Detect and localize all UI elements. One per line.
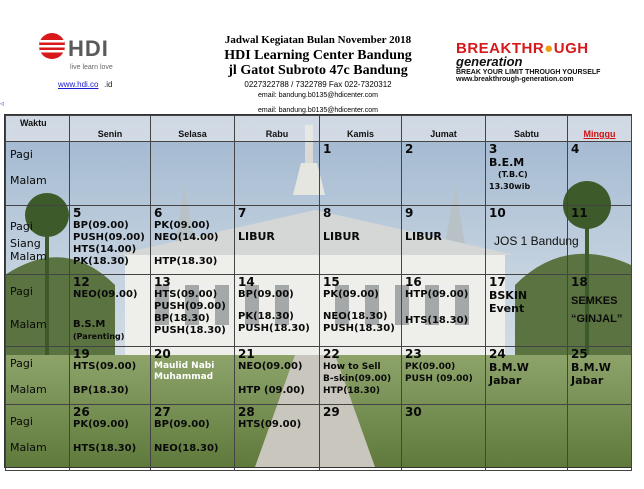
event-label: NEO(09.00) [73, 289, 138, 300]
event-label: PK(09.00) [323, 289, 379, 300]
event-label: HTS(09.00) [238, 419, 302, 430]
event-label: B.S.M [73, 319, 106, 330]
day-cell [70, 275, 151, 347]
day-number: 20 [154, 347, 171, 361]
center-name: HDI Learning Center Bandung [224, 48, 412, 63]
event-label: BP(09.00) [154, 419, 210, 430]
event-label: PK(09.00) [73, 419, 129, 430]
event-label: NEO(09.00) [238, 361, 303, 372]
phone-fax: 0227322788 / 7322789 Fax 022-7320312 [244, 80, 392, 89]
bt-title-end: UGH [553, 40, 589, 57]
col-header-sabtu: Sabtu [486, 116, 568, 142]
event-label: PUSH(09.00) [154, 301, 226, 312]
day-cell [70, 142, 151, 206]
day-number: 1 [323, 142, 332, 156]
day-cell [320, 347, 402, 405]
day-number: 23 [405, 347, 422, 361]
anchor-marker-icon: ◃ [0, 99, 5, 108]
event-label: LIBUR [323, 230, 360, 243]
day-number: 30 [405, 405, 422, 419]
event-label: HTP(18.30) [154, 256, 218, 267]
event-label: BP(18.30) [73, 385, 129, 396]
col-header-jumat: Jumat [402, 116, 486, 142]
time-label [10, 298, 69, 318]
day-number: 9 [405, 206, 414, 220]
event-label: PK(18.30) [73, 256, 129, 267]
day-cell [151, 347, 235, 405]
time-label: Pagi [10, 415, 33, 428]
breakthrough-logo [456, 40, 616, 83]
col-header-minggu: Minggu [568, 116, 632, 142]
week-row-4 [6, 347, 632, 405]
event-label: PUSH(09.00) [73, 232, 145, 243]
day-cell [235, 405, 320, 471]
email-line-1: email: bandung.b0135@hdicenter.com [258, 92, 378, 99]
hdi-tagline: live learn love [70, 64, 113, 71]
event-label: SEMKES [571, 295, 618, 307]
day-number: 2 [405, 142, 414, 156]
time-label: Pagi [10, 148, 33, 161]
day-cell [486, 142, 568, 206]
bt-website: www.breakthrough-generation.com [456, 76, 574, 83]
day-number: 22 [323, 347, 340, 361]
col-header-kamis: Kamis [320, 116, 402, 142]
day-number: 6 [154, 206, 163, 220]
event-label: “GINJAL” [571, 313, 623, 325]
event-label: PUSH(18.30) [323, 323, 395, 334]
hdi-website-suffix: .id [104, 80, 113, 89]
day-number: 11 [571, 206, 588, 220]
bt-o-icon: ● [544, 40, 554, 57]
hdi-website-link[interactable]: www.hdi.co [58, 80, 99, 89]
event-label: HTP(18.30) [323, 386, 380, 396]
day-cell [486, 275, 568, 347]
col-header-waktu: Waktu [6, 116, 70, 142]
day-number: 29 [323, 405, 340, 419]
day-cell [402, 275, 486, 347]
time-label: Malam [10, 250, 47, 263]
day-cell [320, 405, 402, 471]
day-cell [486, 405, 568, 471]
event-label: 13.30wib [489, 182, 531, 191]
day-number: 14 [238, 275, 255, 289]
day-cell [486, 347, 568, 405]
time-cell [6, 206, 70, 275]
day-number: 3 [489, 142, 498, 156]
day-number: 4 [571, 142, 580, 156]
time-label: Malam [10, 174, 47, 187]
event-label: B-skin(09.00) [323, 374, 392, 384]
bt-title: BREAKTHR [456, 40, 545, 57]
event-label: HTP(09.00) [405, 289, 469, 300]
event-label: HTS(14.00) [73, 244, 137, 255]
day-number: 26 [73, 405, 90, 419]
day-number: 7 [238, 206, 247, 220]
event-label: HTS(09.00) [73, 361, 137, 372]
day-cell [235, 142, 320, 206]
time-label: Pagi [10, 285, 33, 298]
day-number: 16 [405, 275, 422, 289]
week-row-1 [6, 142, 632, 206]
event-label [70, 301, 150, 319]
day-number: 27 [154, 405, 171, 419]
event-label: Jabar [489, 374, 522, 387]
day-number: 21 [238, 347, 255, 361]
day-cell [70, 405, 151, 471]
time-cell [6, 275, 70, 347]
day-number: 28 [238, 405, 255, 419]
event-label: PK(09.00) [405, 362, 456, 372]
day-number: 19 [73, 347, 90, 361]
time-label: Malam [10, 318, 47, 331]
event-label [320, 301, 401, 311]
day-cell [151, 275, 235, 347]
day-cell [151, 142, 235, 206]
event-label: PK(09.00) [154, 220, 210, 231]
event-label: BP(09.00) [73, 220, 129, 231]
hdi-logo-text: HDI [68, 36, 109, 61]
event-label [320, 220, 401, 230]
event-label [235, 373, 319, 385]
day-number: 18 [571, 275, 588, 289]
col-header-rabu: Rabu [235, 116, 320, 142]
time-label [10, 161, 69, 174]
event-label: LIBUR [238, 230, 275, 243]
day-cell [568, 405, 632, 471]
day-cell [235, 275, 320, 347]
event-label: Jabar [571, 374, 604, 387]
event-label: B.M.W [571, 361, 611, 374]
event-label: Maulid Nabi [154, 361, 215, 371]
day-number: 12 [73, 275, 90, 289]
day-number: 10 [489, 206, 506, 220]
event-label [151, 244, 234, 256]
day-cell [70, 347, 151, 405]
event-label [235, 301, 319, 311]
event-label: How to Sell [323, 362, 381, 372]
day-cell [402, 347, 486, 405]
col-header-selasa: Selasa [151, 116, 235, 142]
time-cell [6, 405, 70, 471]
time-label: Pagi [10, 220, 33, 233]
day-cell [235, 206, 320, 275]
event-label: Muhammad [154, 372, 214, 382]
event-label: B.M.W [489, 361, 529, 374]
event-label: PUSH(18.30) [154, 325, 226, 336]
day-cell [486, 206, 579, 275]
event-label: NEO(18.30) [323, 311, 388, 322]
event-label: HTS(18.30) [405, 315, 469, 326]
event-label [70, 373, 150, 385]
event-label: B.E.M [489, 156, 525, 169]
event-label [402, 301, 485, 315]
day-cell [151, 405, 235, 471]
event-label [70, 431, 150, 443]
event-label [235, 220, 319, 230]
center-address: jl Gatot Subroto 47c Bandung [228, 63, 408, 78]
event-label [402, 220, 485, 230]
day-cell [402, 405, 486, 471]
day-cell [568, 275, 632, 347]
event-label: BP(18.30) [154, 313, 210, 324]
event-label: BSKIN [489, 289, 528, 302]
time-label: Siang [10, 237, 41, 250]
day-cell [151, 206, 235, 275]
event-label: LIBUR [405, 230, 442, 243]
event-label [151, 431, 234, 443]
time-label [10, 370, 69, 383]
day-number: 24 [489, 347, 506, 361]
week-row-3 [6, 275, 632, 347]
col-header-senin: Senin [70, 116, 151, 142]
event-banner: JOS 1 Bandung [494, 234, 579, 248]
calendar-table [4, 114, 632, 468]
event-label: NEO(14.00) [154, 232, 219, 243]
event-label: PUSH(18.30) [238, 323, 310, 334]
week-row-5 [6, 405, 632, 471]
day-cell [402, 142, 486, 206]
time-label [10, 428, 69, 441]
event-label: (T.B.C) [498, 170, 528, 179]
day-number: 15 [323, 275, 340, 289]
event-label: (Parenting) [73, 332, 125, 341]
email-line-2: email: bandung.b0135@hdicenter.com [258, 107, 378, 114]
event-label: Event [489, 302, 525, 315]
header-row [6, 116, 632, 142]
schedule-grid [5, 115, 632, 471]
time-label: Malam [10, 383, 47, 396]
day-number: 13 [154, 275, 171, 289]
bt-slogan: BREAK YOUR LIMIT THROUGH YOURSELF [456, 69, 601, 76]
day-cell [70, 206, 151, 275]
day-number: 5 [73, 206, 82, 220]
day-number: 8 [323, 206, 332, 220]
event-label: HTS(09.00) [154, 289, 218, 300]
event-label: PK(18.30) [238, 311, 294, 322]
time-cell [6, 347, 70, 405]
event-label: BP(09.00) [238, 289, 294, 300]
day-number: 25 [571, 347, 588, 361]
event-label: PUSH (09.00) [405, 374, 473, 384]
day-cell [568, 347, 632, 405]
day-cell [320, 142, 402, 206]
bt-generation: generation [456, 54, 523, 69]
day-cell [568, 206, 632, 275]
day-cell [320, 275, 402, 347]
schedule-title: Jadwal Kegiatan Bulan November 2018 [224, 34, 412, 46]
time-cell [6, 142, 70, 206]
document-header [0, 0, 636, 112]
day-cell [320, 206, 402, 275]
day-cell [568, 142, 632, 206]
day-cell [235, 347, 320, 405]
event-label: HTS(18.30) [73, 443, 137, 454]
day-cell [402, 206, 486, 275]
week-row-2 [6, 206, 632, 275]
time-label: Malam [10, 441, 47, 454]
event-label: NEO(18.30) [154, 443, 219, 454]
event-label: HTP (09.00) [238, 385, 305, 396]
day-number: 17 [489, 275, 506, 289]
time-label: Pagi [10, 357, 33, 370]
